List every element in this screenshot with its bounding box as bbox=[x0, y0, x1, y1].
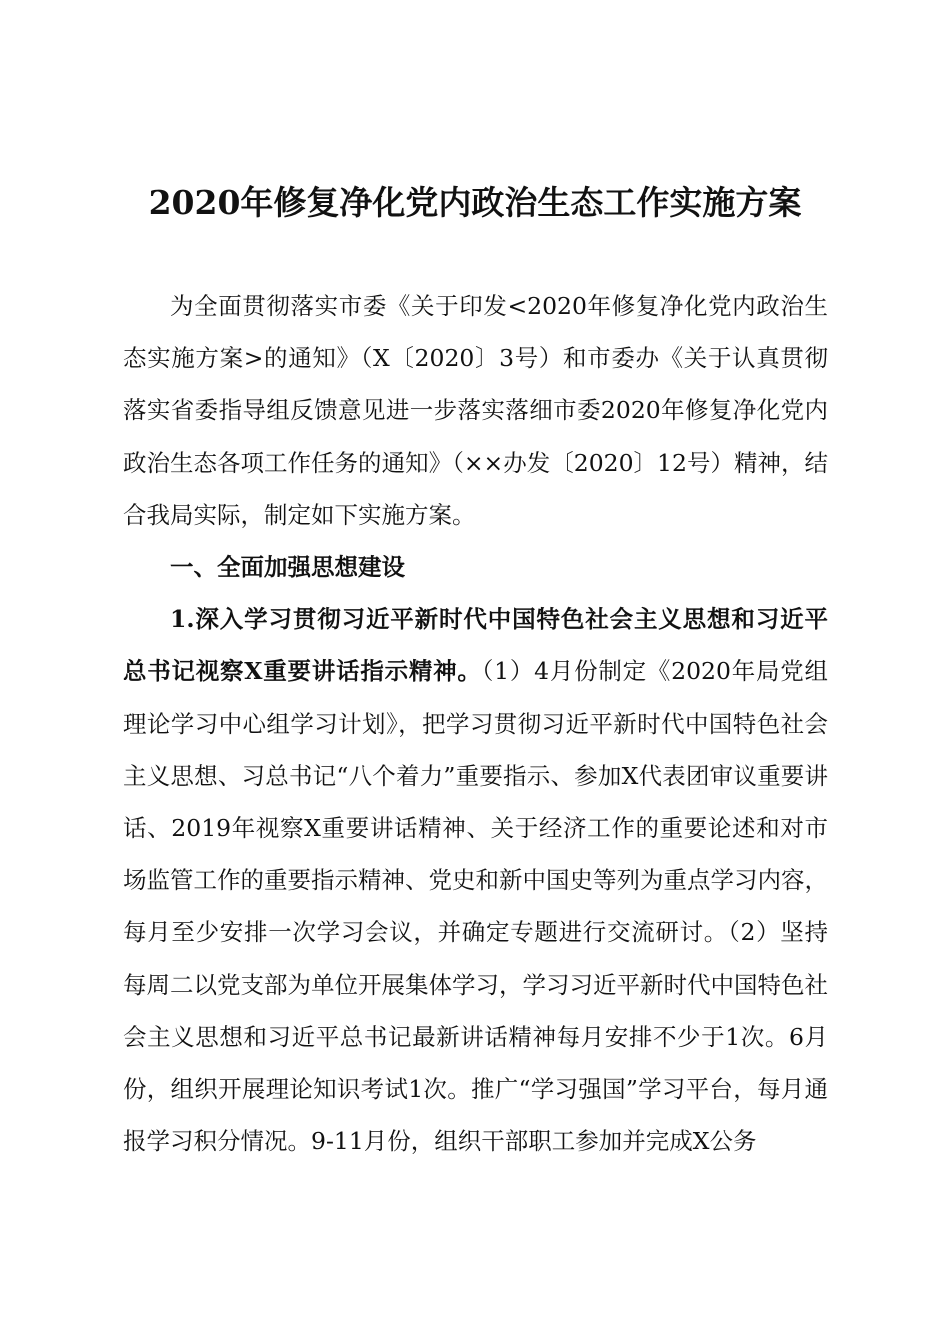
document-body bbox=[123, 280, 828, 1167]
document-title: 2020年修复净化党内政治生态工作实施方案 bbox=[148, 183, 802, 222]
item-bold-lead: 1.深入学习贯彻习近平新时代中国特色社会主义思想和习近平总书记视察X重要讲话指示精神。 bbox=[123, 605, 828, 686]
intro-paragraph: 为全面贯彻落实市委《关于印发<2020年修复净化党内政治生态实施方案>的通知》（X〔2020〕3号）和市委办《关于认真贯彻落实省委指导组反馈意见进一步落实落细市委2020年修复净化党内政治生态各项工作任务的通知》（××办发〔2020〕12号）精神，结合我局实际，制定如下实施方案。 bbox=[123, 292, 828, 529]
item-paragraph bbox=[123, 593, 828, 1167]
section-heading: 一、全面加强思想建设 bbox=[170, 553, 405, 582]
item-body-text: （1）4月份制定《2020年局党组理论学习中心组学习计划》，把学习贯彻习近平新时代中国特色社会主义思想、习总书记“八个着力”重要指示、参加X代表团审议重要讲话、2019年视察X重要讲话精神、关于经济工作的重要论述和对市场监管工作的重要指示精神、党史和新中国史等列为重点学习内容，每月至少安排一次学习会议，并确定专题进行交流研讨。（2）坚持每周二以党支部为单位开展集体学习，学习习近平新时代中国特色社会主义思想和习近平总书记最新讲话精神每月安排不少于1次。6月份，组织开展理论知识考试1次。推广“学习强国”学习平台，每月通报学习积分情况。9-11月份，组织干部职工参加并完成X公务 bbox=[123, 657, 829, 1156]
